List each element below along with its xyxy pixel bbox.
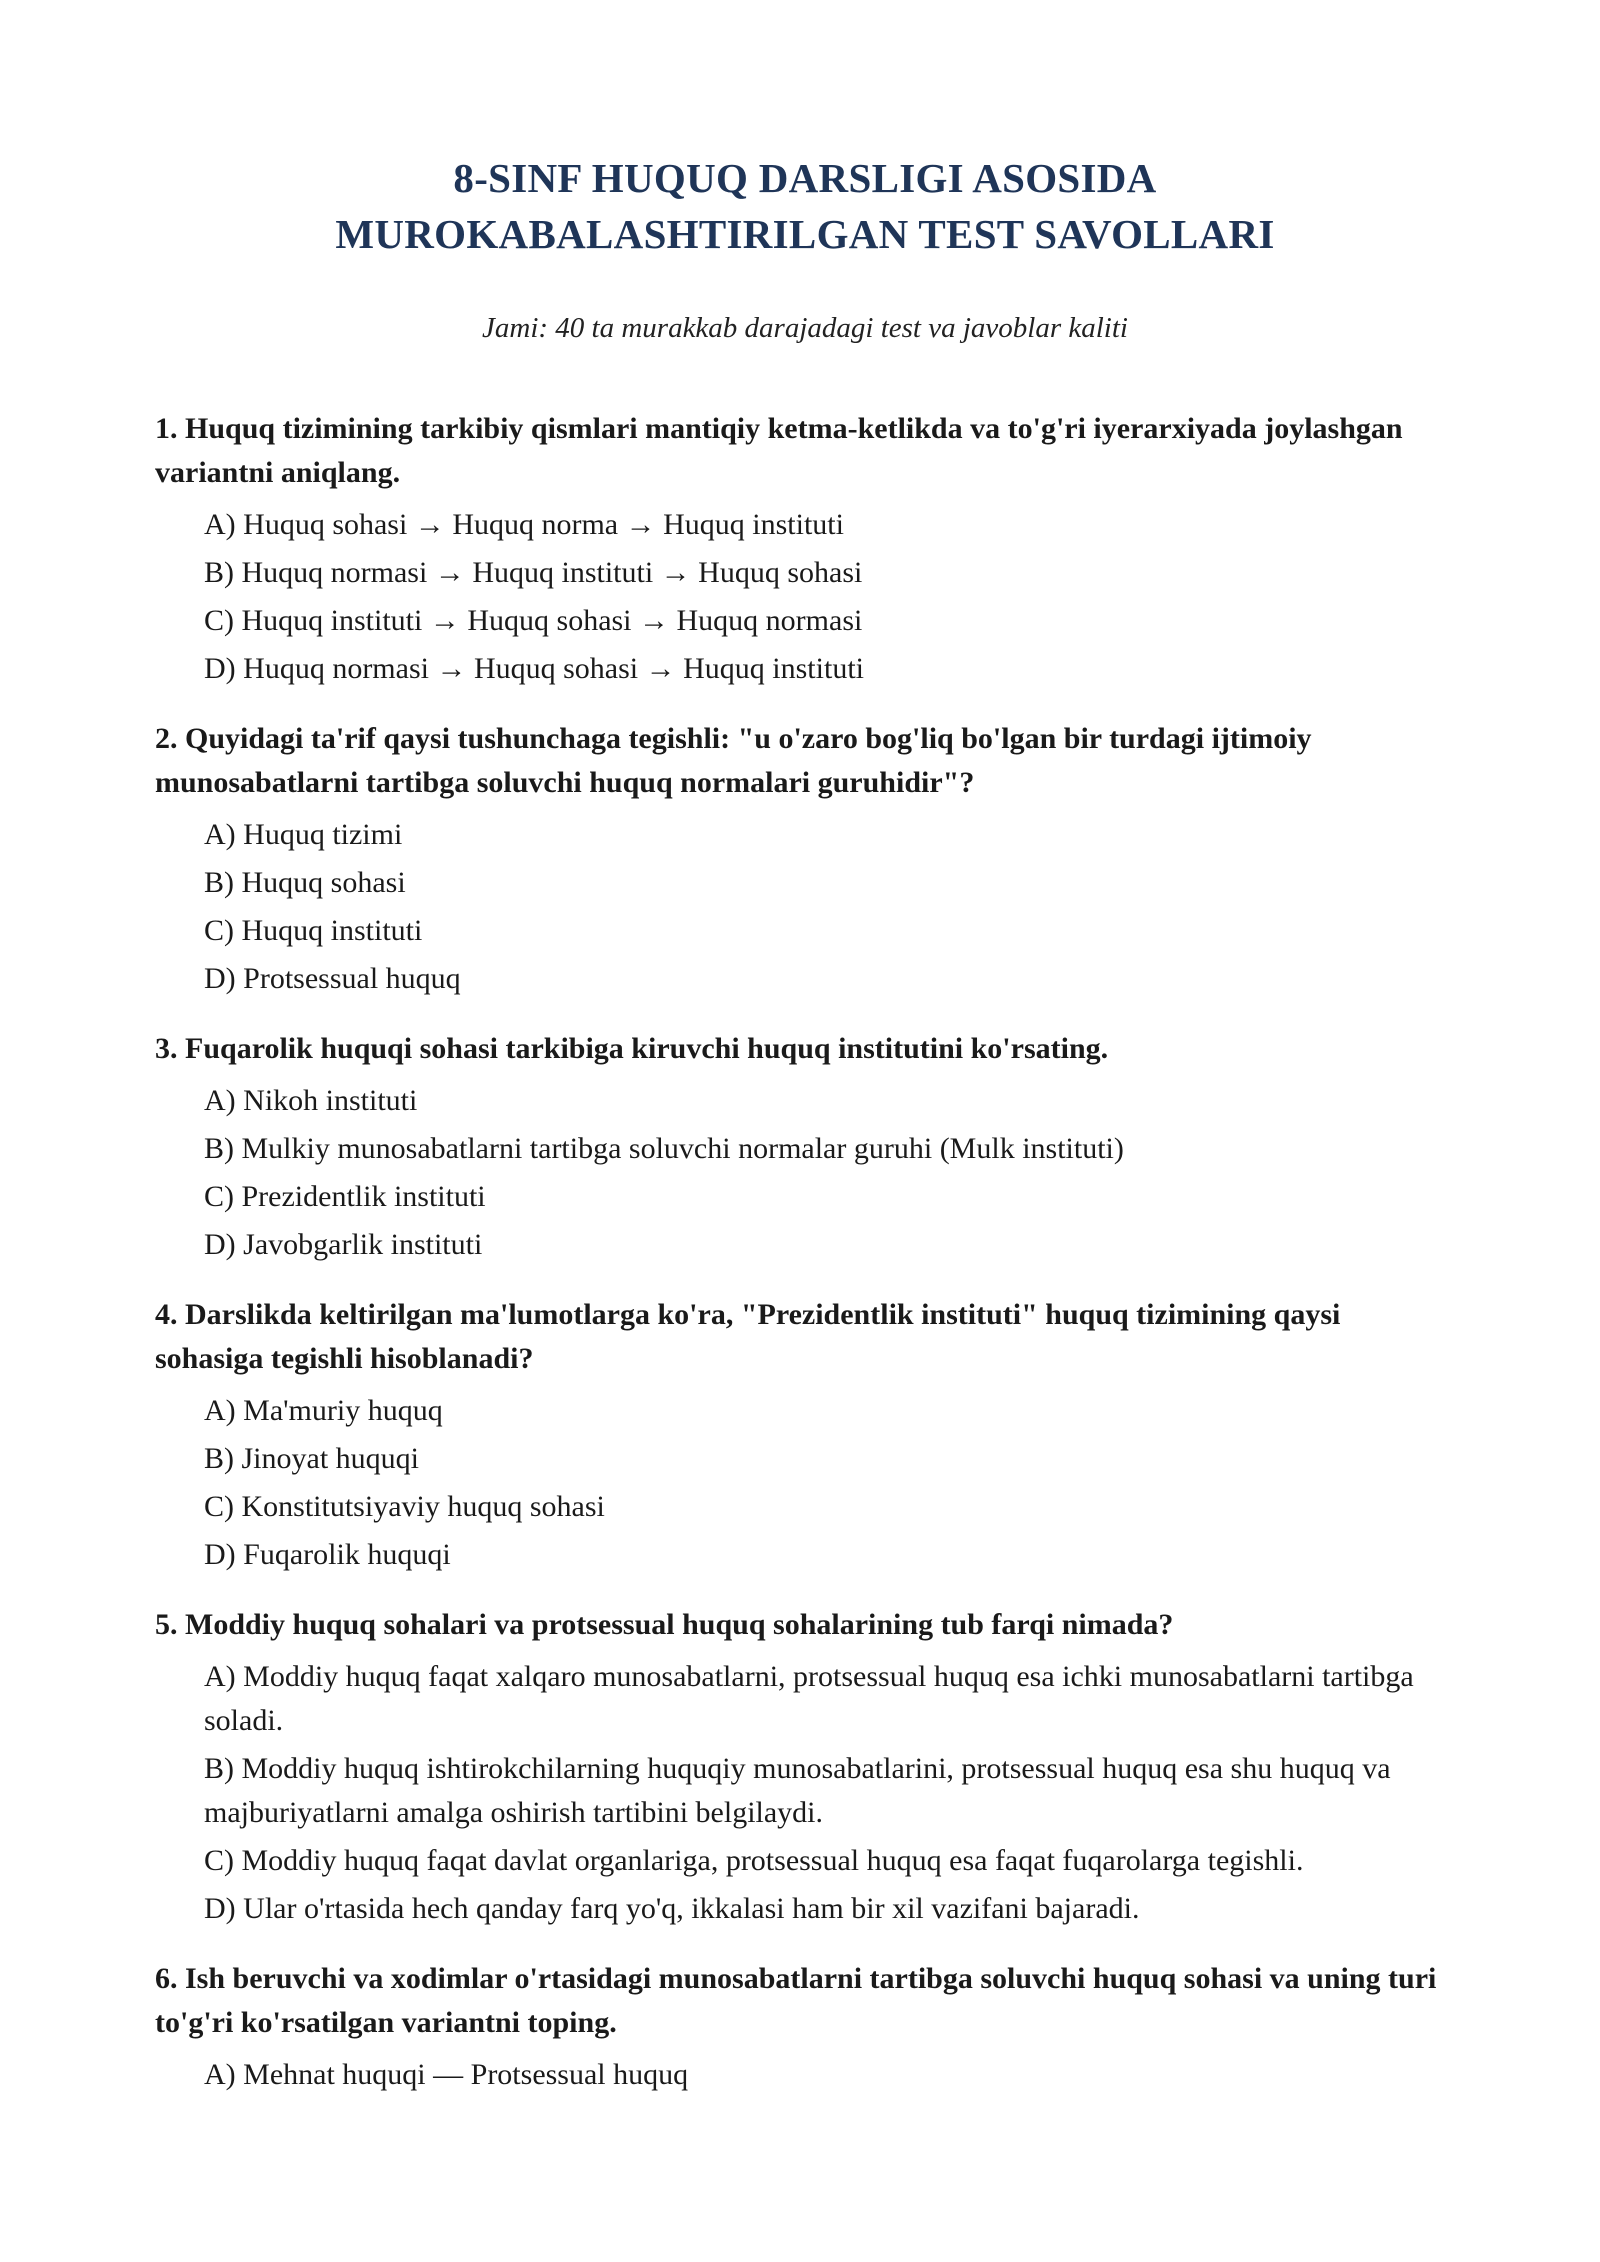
question-6 [155,1957,1455,2097]
option-list [155,503,1455,691]
option-b: B) Jinoyat huquqi [204,1442,419,1475]
option-d: D) Huquq normasi → Huquq sohasi → Huquq instituti [204,652,864,685]
question-text: 3. Fuqarolik huquqi sohasi tarkibiga kiruvchi huquq institutini ko'rsating. [155,1032,1109,1065]
option-d: D) Fuqarolik huquqi [204,1538,451,1571]
question-2 [155,717,1455,1001]
option-d: D) Ular o'rtasida hech qanday farq yo'q, ikkalasi ham bir xil vazifani bajaradi. [204,1892,1140,1925]
option-list [155,1655,1455,1931]
option-list [155,813,1455,1001]
option-b: B) Mulkiy munosabatlarni tartibga soluvchi normalar guruhi (Mulk instituti) [204,1132,1124,1165]
question-text: 5. Moddiy huquq sohalari va protsessual huquq sohalarining tub farqi nimada? [155,1608,1174,1641]
option-c: C) Moddiy huquq faqat davlat organlariga, protsessual huquq esa faqat fuqarolarga tegishli. [204,1844,1304,1877]
option-a: A) Huquq sohasi → Huquq norma → Huquq instituti [204,508,844,541]
title-line-2: MUROKABALASHTIRILGAN TEST SAVOLLARI [335,211,1275,257]
option-c: C) Huquq instituti [204,914,423,947]
document-title [155,150,1455,262]
question-4 [155,1293,1455,1577]
option-a: A) Ma'muriy huquq [204,1394,443,1427]
question-text: 2. Quyidagi ta'rif qaysi tushunchaga tegishli: "u o'zaro bog'liq bo'lgan bir turdagi ijtimoiy munosabatlarni tartibga soluvchi huquq normalari guruhidir"? [155,722,1312,799]
option-list [155,2053,1455,2097]
question-text: 1. Huquq tizimining tarkibiy qismlari mantiqiy ketma-ketlikda va to'g'ri iyerarxiyada joylashgan variantni aniqlang. [155,412,1403,489]
option-b: B) Huquq normasi → Huquq instituti → Huquq sohasi [204,556,863,589]
option-list [155,1389,1455,1577]
option-a: A) Mehnat huquqi — Protsessual huquq [204,2058,689,2091]
option-list [155,1079,1455,1267]
title-line-1: 8-SINF HUQUQ DARSLIGI ASOSIDA [453,155,1157,201]
question-5 [155,1603,1455,1931]
option-c: C) Konstitutsiyaviy huquq sohasi [204,1490,605,1523]
question-text: 4. Darslikda keltirilgan ma'lumotlarga ko'ra, "Prezidentlik instituti" huquq tizimining qaysi sohasiga tegishli hisoblanadi? [155,1298,1341,1375]
option-c: C) Huquq instituti → Huquq sohasi → Huquq normasi [204,604,863,637]
option-b: B) Moddiy huquq ishtirokchilarning huquqiy munosabatlarini, protsessual huquq esa shu huquq va majburiyatlarni amalga oshirish tartibini belgilaydi. [204,1752,1391,1829]
option-a: A) Nikoh instituti [204,1084,418,1117]
question-text: 6. Ish beruvchi va xodimlar o'rtasidagi munosabatlarni tartibga soluvchi huquq sohasi va uning turi to'g'ri ko'rsatilgan variantni toping. [155,1962,1437,2039]
option-d: D) Javobgarlik instituti [204,1228,483,1261]
document-subtitle: Jami: 40 ta murakkab darajadagi test va javoblar kaliti [482,312,1128,344]
question-1 [155,407,1455,691]
option-d: D) Protsessual huquq [204,962,461,995]
question-list [155,407,1455,2097]
option-c: C) Prezidentlik instituti [204,1180,486,1213]
option-b: B) Huquq sohasi [204,866,406,899]
option-a: A) Huquq tizimi [204,818,403,851]
option-a: A) Moddiy huquq faqat xalqaro munosabatlarni, protsessual huquq esa ichki munosabatlarni tartibga soladi. [204,1660,1414,1737]
question-3 [155,1027,1455,1267]
